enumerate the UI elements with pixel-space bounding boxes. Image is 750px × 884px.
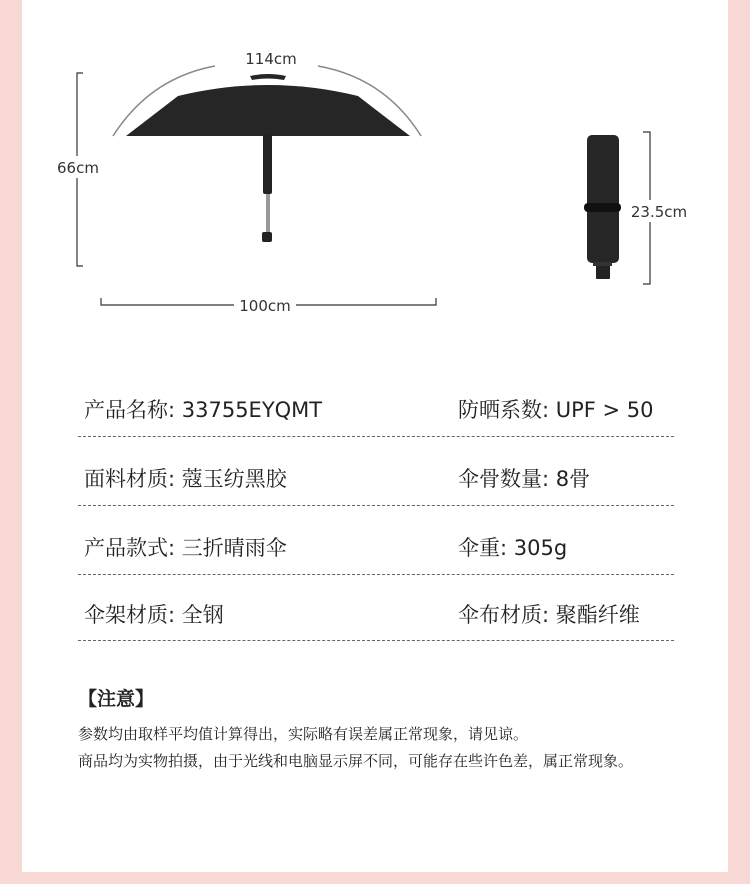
spec-row <box>78 437 674 506</box>
spec-style: 产品款式: 三折晴雨伞 <box>84 536 287 560</box>
umbrella-handle-icon <box>262 232 272 242</box>
open-height-label: 66cm <box>57 159 99 177</box>
spec-product-name: 产品名称: 33755EYQMT <box>84 398 323 422</box>
spec-frame: 伞架材质: 全钢 <box>84 603 224 627</box>
spec-upf: 防晒系数: UPF > 50 <box>458 398 654 422</box>
folded-length-label: 23.5cm <box>630 203 688 221</box>
notice-section <box>78 684 718 775</box>
open-umbrella-canopy-icon <box>126 85 410 136</box>
umbrella-shaft-icon <box>263 134 272 194</box>
notice-line: 商品均为实物拍摄，由于光线和电脑显示屏不同，可能存在些许色差，属正常现象。 <box>78 752 634 770</box>
spec-row <box>78 575 674 641</box>
spec-weight: 伞重: 305g <box>458 536 568 560</box>
open-base-label: 100cm <box>239 297 291 315</box>
umbrella-dimension-diagram <box>0 0 750 340</box>
notice-line: 参数均由取样平均值计算得出，实际略有误差属正常现象，请见谅。 <box>78 725 529 743</box>
folded-umbrella-icon <box>587 135 619 263</box>
spec-table <box>78 380 674 641</box>
notice-title: 【注意】 <box>78 688 155 710</box>
spec-row <box>78 506 674 575</box>
spec-row <box>78 380 674 437</box>
spec-ribs: 伞骨数量: 8骨 <box>458 467 591 491</box>
spec-canopy: 伞布材质: 聚酯纤维 <box>458 603 640 627</box>
spec-fabric: 面料材质: 蔻玉纺黑胶 <box>84 467 287 491</box>
open-width-label: 114cm <box>245 50 297 68</box>
